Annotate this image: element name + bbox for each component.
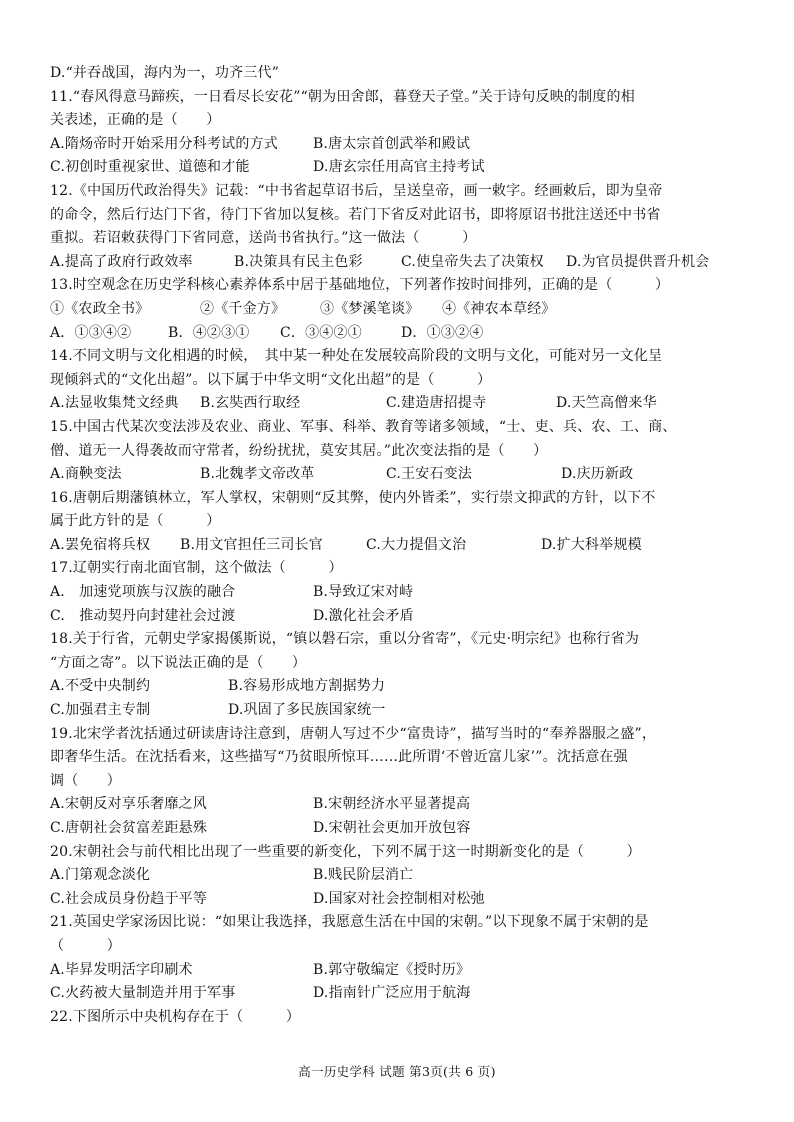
option: D.庆历新政	[561, 466, 634, 483]
text-line: 现倾斜式的“文化出超”。以下属于中华文明“文化出超”的是（ ）	[50, 371, 492, 388]
option-row	[50, 251, 750, 275]
text-line: 17.辽朝实行南北面官制，这个做法（ ）	[50, 560, 343, 577]
option: A.门第观念淡化	[50, 867, 151, 884]
option: B.决策具有民主色彩	[234, 253, 363, 270]
option-row	[50, 156, 750, 180]
option: C.建造唐招提寺	[386, 395, 487, 412]
text-line: 21.英国史学家汤因比说：“如果让我选择，我愿意生活在中国的宋朝。”以下现象不属于宋朝的是	[50, 914, 649, 931]
text-line: 11.“春风得意马蹄疾，一日看尽长安花”“朝为田舍郎，暮登天子堂。”关于诗句反映的制度的相	[50, 88, 635, 105]
option: B.宋朝经济水平显著提高	[313, 796, 471, 813]
option: B.导致辽宋对峙	[313, 584, 414, 601]
option-row	[50, 864, 750, 888]
text-line: 关表述，正确的是（ ）	[50, 112, 221, 129]
option: C.初创时重视家世、道德和才能	[50, 159, 250, 176]
text-line: 20.宋朝社会与前代相比出现了一些重要的新变化，下列不属于这一时期新变化的是（ ）	[50, 843, 641, 860]
option: A．①③④②	[50, 324, 132, 341]
option: D.唐玄宗任用高官主持考试	[313, 159, 485, 176]
option: ③《梦溪笔谈》	[320, 300, 420, 317]
text-line: 12.《中国历代政治得失》记载：“中书省起草诏书后，呈送皇帝，画一敕字。经画敕后，即为皇帝	[50, 182, 663, 199]
option: D.扩大科举规模	[541, 536, 642, 553]
text-line: 22.下图所示中央机构存在于（ ）	[50, 1008, 301, 1025]
text-line: 调（ ）	[50, 772, 121, 789]
option-row	[50, 581, 750, 605]
text-line: 僧、道无一人得袭故而守常者，纷纷扰扰，莫安其居。”此次变法指的是（ ）	[50, 442, 548, 459]
option: D.国家对社会控制相对松弛	[313, 890, 485, 907]
text-line: 13.时空观念在历史学科核心素养体系中居于基础地位，下列著作按时间排列，正确的是（ ）	[50, 277, 670, 294]
option: A.隋炀帝时开始采用分科考试的方式	[50, 135, 278, 152]
option: B．④②③①	[168, 324, 250, 341]
option: C.使皇帝失去了决策权	[401, 253, 544, 270]
option: A.商鞅变法	[50, 466, 122, 483]
page-footer: 高一历史学科 试题 第3页(共 6 页)	[298, 1064, 496, 1079]
option: B.贱民阶层消亡	[313, 867, 414, 884]
option-row	[50, 322, 750, 346]
option: C. 推动契丹向封建社会过渡	[50, 607, 236, 624]
option: D.宋朝社会更加开放包容	[313, 820, 471, 836]
option: C.加强君主专制	[50, 702, 151, 719]
option: B.郭守敬编定《授时历》	[313, 961, 471, 978]
text-line: 19.北宋学者沈括通过研读唐诗注意到，唐朝人写过不少“富贵诗”，描写当时的“奉养器服之盛”，	[50, 725, 657, 742]
option: B.北魏孝文帝改革	[200, 466, 315, 483]
option: ④《神农本草经》	[442, 300, 556, 317]
option-row	[50, 675, 750, 699]
option: A.不受中央制约	[50, 678, 151, 695]
text-line: 15.中国古代某次变法涉及农业、商业、军事、科举、教育等诸多领域，“士、吏、兵、农、工、商、	[50, 418, 677, 435]
option: B.唐太宗首创武举和殿试	[313, 135, 471, 152]
option: D.天竺高僧来华	[556, 395, 657, 412]
option-row	[50, 699, 750, 723]
option-row	[50, 133, 750, 157]
option-row	[50, 298, 750, 322]
text-line: 即奢华生活。在沈括看来，这些描写“乃贫眼所惊耳……此所谓‘不曾近富儿家’”。沈括意在强	[50, 749, 628, 766]
text-line: （ ）	[50, 937, 121, 954]
text-line: D.“并吞战国，海内为一，功齐三代”	[50, 65, 280, 81]
option: A.毕昇发明活字印刷术	[50, 961, 193, 978]
option: D.为官员提供晋升机会	[566, 253, 710, 270]
option: C.社会成员身份趋于平等	[50, 890, 208, 907]
option: C.大力提倡文治	[366, 536, 467, 553]
option: D.指南针广泛应用于航海	[313, 985, 471, 1002]
text-line: 的命令，然后行达门下省，待门下省加以复核。若门下省反对此诏书，即将原诏书批注送还中书省	[50, 206, 661, 223]
text-line: 重拟。若诏敕获得门下省同意，送尚书省执行。”这一做法（ ）	[50, 230, 477, 247]
option: D．①③②④	[401, 324, 484, 341]
text-line: 属于此方针的是（ ）	[50, 513, 221, 530]
option-row	[50, 888, 750, 912]
option-row	[50, 982, 750, 1006]
option: B.用文官担任三司长官	[180, 536, 323, 553]
text-line: “方面之寄”。以下说法正确的是（ ）	[50, 654, 307, 671]
option-row	[50, 959, 750, 983]
option: C.火药被大量制造并用于军事	[50, 985, 236, 1002]
text-line: 18.关于行省，元朝史学家揭傒斯说，“镇以磐石宗，重以分省寄”，《元史·明宗纪》也称行省为	[50, 631, 640, 648]
option: A.法显收集梵文经典	[50, 395, 179, 412]
option: D.激化社会矛盾	[313, 607, 414, 624]
option-row	[50, 817, 750, 841]
option-row	[50, 605, 750, 629]
option: ①《农政全书》	[50, 300, 150, 317]
text-line: 16.唐朝后期藩镇林立，军人掌权，宋朝则“反其弊，使内外皆柔”，实行崇文抑武的方针，以下不	[50, 489, 656, 506]
option: B.容易形成地方割据势力	[228, 678, 386, 695]
exam-page	[50, 62, 750, 1029]
option: A.罢免宿将兵权	[50, 536, 151, 553]
option-row	[50, 463, 750, 487]
text-line: 14.不同文明与文化相遇的时候， 其中某一种处在发展较高阶段的文明与文化，可能对另一文化呈	[50, 348, 663, 365]
option: A.宋朝反对享乐奢靡之风	[50, 796, 207, 813]
option: D.巩固了多民族国家统一	[228, 702, 386, 719]
option: C．③④②①	[280, 324, 362, 341]
option-row	[50, 793, 750, 817]
option: A.提高了政府行政效率	[50, 253, 193, 270]
option-row	[50, 534, 750, 558]
option-row	[50, 392, 750, 416]
option: C.唐朝社会贫富差距悬殊	[50, 820, 208, 836]
option: ②《千金方》	[200, 300, 286, 317]
option: A. 加速党项族与汉族的融合	[50, 584, 236, 601]
option: C.王安石变法	[386, 466, 473, 483]
option: B.玄奘西行取经	[200, 395, 301, 412]
